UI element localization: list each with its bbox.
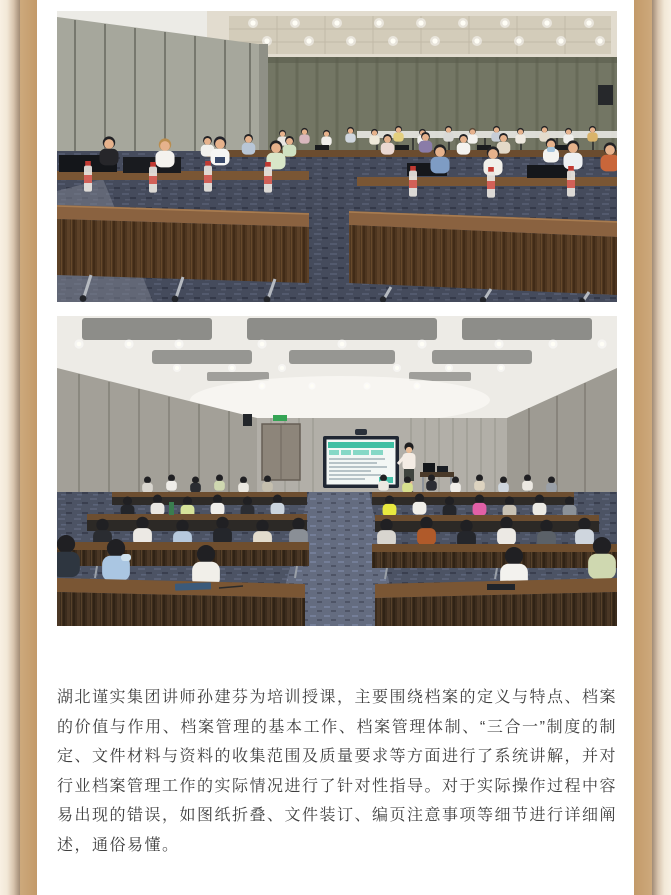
photo-training-audience-art (57, 11, 617, 302)
photo-training-audience[interactable] (57, 11, 617, 302)
right-border-bar (634, 0, 652, 895)
presentation-display (323, 429, 399, 488)
article-content (37, 0, 634, 895)
tablet (487, 584, 515, 590)
wall-speaker (598, 85, 613, 105)
laptop-screen (527, 165, 571, 178)
exit-sign (273, 415, 287, 421)
face-mask (547, 147, 555, 152)
camera (355, 429, 367, 435)
left-page-shadow (0, 0, 20, 895)
green-bottle (169, 502, 174, 515)
right-page-shadow (652, 0, 671, 895)
wall-speaker (243, 414, 252, 426)
face-mask (121, 554, 131, 561)
photo-lecturer-screen-art (57, 316, 617, 626)
notebook (175, 582, 211, 590)
photo-lecturer-screen[interactable] (57, 316, 617, 626)
left-border-bar (20, 0, 37, 895)
article-paragraph: 湖北谨实集团讲师孙建芬为培训授课，主要围绕档案的定义与特点、档案的价值与作用、档案管理的基本工作、档案管理体制、“三合一”制度的制定、文件材料与资料的收集范围及质量要求等方面进行了系统讲解，并对行业档案管理工作的实际情况进行了针对性指导。对于实际操作过程中容易出现的错误，如图纸折叠、文件装订、编页注意事项等细节进行详细阐述，通俗易懂。 (57, 689, 618, 854)
